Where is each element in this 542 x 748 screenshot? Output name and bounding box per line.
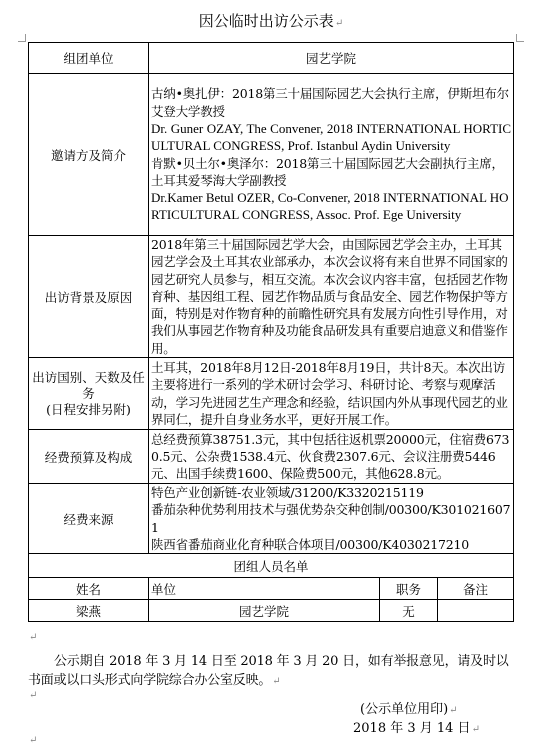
country-value: 土耳其，2018年8月12日-2018年8月19日，共计8天。本次出访主要将进行一系列的学术研讨会学习、科研讨论、考察与观摩活动，学习先进园艺生产理念和经验，结识国内外从事现代园艺的业界同仁，提升自身业务水平，更好开展工作。 [149, 358, 514, 430]
invite-line-1: 古纳•奥扎伊：2018第三十届国际园艺大会执行主席，伊斯坦布尔艾登大学教授 [151, 86, 509, 119]
member-unit: 园艺学院 [149, 600, 380, 622]
invite-line-3: 肯默•贝土尔•奥泽尔：2018第三十届国际园艺大会副执行主席，土耳其爱琴海大学副教授 [151, 155, 504, 188]
margin-corner-mark [516, 34, 524, 42]
row-background [29, 236, 514, 358]
seal-note: (公示单位用印)↵ [360, 702, 458, 717]
col-position: 职务 [380, 578, 438, 600]
row-country [29, 358, 514, 430]
member-name: 梁燕 [29, 600, 149, 622]
member-note [438, 600, 514, 622]
funding-line-1: 特色产业创新链-农业领域/31200/K3320215119 [151, 485, 424, 501]
paragraph-mark: ↵ [29, 690, 38, 701]
funding-label: 经费来源 [29, 484, 149, 554]
margin-corner-mark [18, 34, 26, 42]
member-position: 无 [380, 600, 438, 622]
invite-line-4: Dr.Kamer Betul OZER, Co-Convener, 2018 INTERNATIONAL HORTICULTURAL CONGRESS, Assoc. Prof. Ege University [151, 190, 509, 223]
country-label-main: 出访国别、天数及任务 [32, 369, 145, 401]
disclosure-table [28, 42, 514, 622]
members-header: 团组人员名单 [29, 554, 514, 578]
paragraph-mark: ↵ [29, 632, 38, 643]
col-unit: 单位 [149, 578, 380, 600]
org-label: 组团单位 [29, 43, 149, 74]
row-org [29, 43, 514, 74]
budget-label: 经费预算及构成 [29, 430, 149, 484]
background-value: 2018年第三十届国际园艺学大会，由国际园艺学会主办，土耳其园艺学会及土耳其农业部承办，本次会议将有来自世界不同国家的园艺研究人员参与，相互交流。本次会议内容丰富，包括园艺作物育种、基因组工程、园艺作物品质与食品安全、园艺作物保护等方面，特别是对作物育种的前瞻性研究具有发展方向性引导作用，对我们从事园艺作物育种及功能食品研发具有重要启迪意义和借鉴作用。 [149, 236, 514, 358]
invite-value [149, 74, 514, 236]
background-label: 出访背景及原因 [29, 236, 149, 358]
row-budget [29, 430, 514, 484]
col-name: 姓名 [29, 578, 149, 600]
members-header-row [29, 554, 514, 578]
paragraph-mark: ↵ [29, 735, 38, 746]
row-invite [29, 74, 514, 236]
invite-line-2: Dr. Guner OZAY, The Convener, 2018 INTERNATIONAL HORTICULTURAL CONGRESS, Prof. Istanbul Aydin University [151, 120, 512, 154]
country-label [29, 358, 149, 430]
members-columns-row [29, 578, 514, 600]
document-title: 因公临时出访公示表↵ [198, 12, 344, 30]
row-funding [29, 484, 514, 554]
funding-line-2: 番茄杂种优势利用技术与强优势杂交种创制/00300/K3010216071 [151, 502, 511, 535]
funding-value [149, 484, 514, 554]
col-note: 备注 [438, 578, 514, 600]
org-value: 园艺学院 [149, 43, 514, 74]
country-label-sub: (日程安排另附) [46, 401, 131, 417]
notice-text: 公示期自 2018 年 3 月 14 日至 2018 年 3 月 20 日，如有举报意见，请及时以书面或以口头形式向学院综合办公室反映。↵ [28, 654, 509, 688]
funding-line-3: 陕西省番茄商业化育种联合体项目/00300/K4030217210 [151, 536, 469, 552]
publish-date: 2018 年 3 月 14 日↵ [353, 721, 480, 736]
invite-label: 邀请方及简介 [29, 74, 149, 236]
budget-value: 总经费预算38751.3元，其中包括往返机票20000元，住宿费6730.5元、公杂费1538.4元、伙食费2307.6元、会议注册费5446元、出国手续费1600、保险费500元，其他628.8元。 [149, 430, 514, 484]
table-row [29, 600, 514, 622]
